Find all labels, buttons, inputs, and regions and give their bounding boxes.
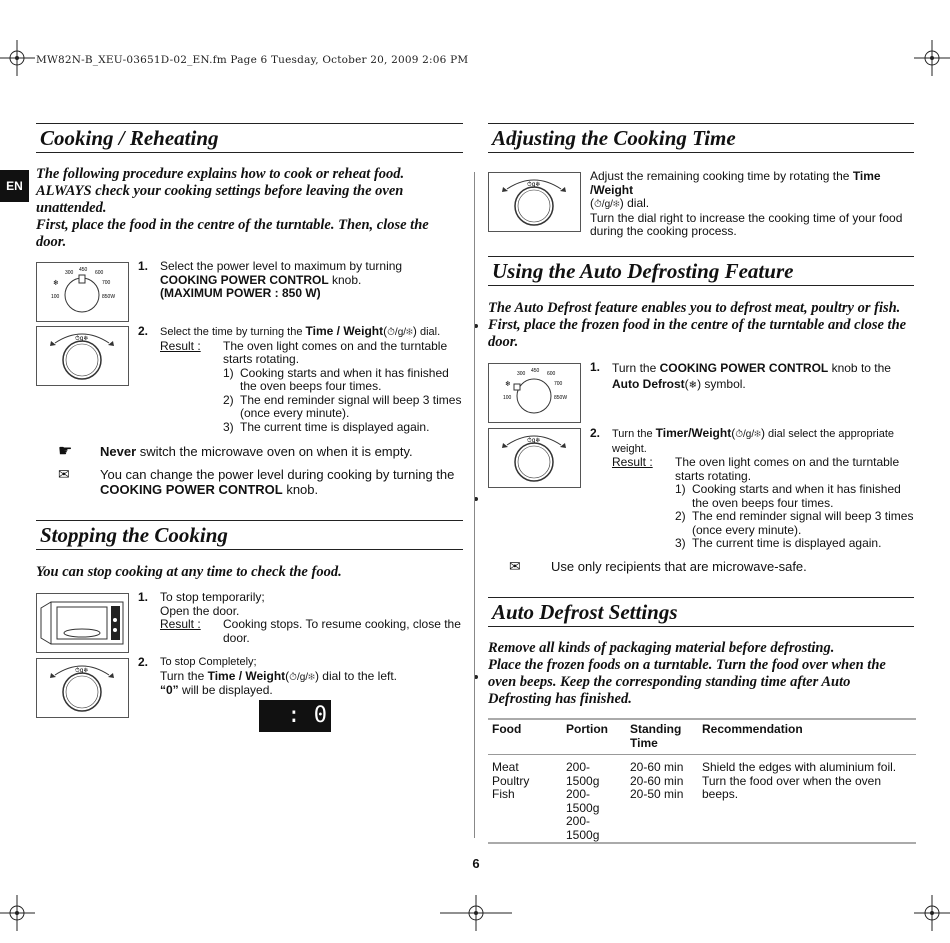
dial-label: 600 [95,270,104,276]
table-row [488,755,916,843]
dial-label: 700 [554,381,563,387]
pointing-hand-icon: ☛ [58,443,73,460]
result-list [223,367,464,435]
time-dial-icon [489,429,580,487]
step-number: 2. [138,655,149,669]
result-label: Result : [160,338,201,353]
page-number: 6 [472,856,480,871]
step-text: Turn the [160,668,208,683]
standing-time-cell: 20-60 min 20-60 min 20-50 min [630,760,684,801]
dial-label: 100 [51,294,60,300]
result-text: Cooking stops. To resume cooking, close the door. [223,617,461,645]
note-text: switch the microwave oven on when it is empty. [136,444,413,459]
result-item: 1) Cooking starts and when it has finished the oven beeps four times. [223,365,449,393]
defrost-settings-intro [488,640,914,708]
time-dial-icon [489,173,580,231]
max-power-note: (MAXIMUM POWER : 850 W) [160,286,321,300]
table-header-row [488,720,916,755]
svg-text:⏱g❄: ⏱g❄ [75,667,89,674]
defrost-settings-intro-line: Remove all kinds of packaging material before defrosting. [488,640,835,656]
svg-text:⏱g❄: ⏱g❄ [527,437,541,444]
time-dial-icon [37,327,128,385]
food-cell: Meat Poultry Fish [492,760,530,801]
step-number: 2. [138,324,149,338]
dial-label: 100 [503,395,512,401]
result-item: 3) The current time is displayed again. [675,536,882,550]
dial-label: 850W [554,395,568,401]
envelope-note-icon: ✉ [509,558,521,574]
microwave-icon [37,594,128,652]
warning-note [58,444,458,459]
defrost-table [488,720,916,842]
svg-text:❄: ❄ [505,380,511,388]
dial-label: 300 [65,270,74,276]
dial-label: 450 [531,368,540,374]
table-header: Food [492,722,522,736]
time-dial-illustration [488,428,581,488]
step-text: Adjust the remaining cooking time by rotating the [590,169,853,183]
auto-defrost-intro-line: The Auto Defrost feature enables you to defrost meat, poultry or fish. [488,300,901,316]
cooking-intro-line: The following procedure explains how to cook or reheat food. ALWAYS check your cooking settings before leaving the oven unattended. [36,166,405,216]
dial-label: 600 [547,371,556,377]
step-bold: COOKING POWER CONTROL [659,361,829,375]
timer-weight-icon: ⏱/g/❄ [735,429,761,440]
step-text: Open the door. [160,603,240,618]
note-bold: COOKING POWER CONTROL [100,482,283,497]
svg-text:⏱g❄: ⏱g❄ [527,181,541,188]
cooking-step-2: 2. Select the time by turning the Time / Weight(⏱/g/❄) dial. Result : The oven light comes on and the turntable starts rotating. 1) Cooking starts and when it has finished the oven beeps four times. 2) The end reminder signal will beep 3 times (once every minute). 3) The current time is displayed again. [138,325,464,434]
result-item: 1) Cooking starts and when it has finished the oven beeps four times. [675,482,901,510]
dial-label: 450 [79,267,88,273]
step-number: 1. [590,360,601,374]
auto-defrost-intro-line: First, place the frozen food in the centre of the turntable and close the door. [488,317,907,350]
adjusting-section-title: Adjusting the Cooking Time [488,123,914,153]
portion-cell: 200-1500g 200-1500g 200-1500g [566,760,600,842]
step-text: Turn the dial right to increase the cooking time of your food during the cooking process. [590,210,903,238]
time-dial-illustration [36,326,129,386]
step-text: dial. [416,326,441,338]
result-item: 2) The end reminder signal will beep 3 times (once every minute). [223,392,462,420]
note-text: knob. [282,482,319,497]
table-header: Standing Time [630,722,682,750]
recommendation-cell: Shield the edges with aluminium foil. Turn the food over when the oven beeps. [702,760,897,801]
dial-label: 700 [102,280,111,286]
result-item: 2) The end reminder signal will beep 3 times (once every minute). [675,509,914,537]
auto-defrost-section-title: Using the Auto Defrosting Feature [488,256,914,286]
table-header: Portion [566,722,608,736]
step-text: Turn the [612,428,656,440]
result-text: The oven light comes on and the turntable starts rotating. [223,338,448,366]
power-knob-illustration [488,363,581,423]
auto-defrost-step-2: 2. Turn the Timer/Weight(⏱/g/❄) dial select the appropriate weight. Result : The oven light comes on and the turntable starts rotating. 1) Cooking starts and when it has finished the oven beeps four times. 2) The end reminder signal will beep 3 times (once every minute). 3) The current time is displayed again. [590,427,916,551]
info-note [509,559,909,574]
cooking-section-title: Cooking / Reheating [36,123,463,153]
note-text: Use only recipients that are microwave-safe. [551,559,807,574]
step-text: will be displayed. [178,683,273,697]
step-text: Select the power level to maximum by turning [160,259,403,273]
step-text: dial select the appropriate weight. [612,428,895,455]
step-number: 1. [138,259,149,273]
step-bold: Time / Weight [207,668,286,683]
microwave-door-illustration [36,593,129,653]
step-bold: Time /Weight [590,169,881,197]
timer-weight-icon: ⏱/g/❄ [387,327,413,338]
result-item: 3) The current time is displayed again. [223,419,430,434]
column-divider [474,172,475,838]
step-number: 2. [590,426,601,440]
dial-label: 850W [102,294,116,300]
auto-defrost-step-1: 1. Turn the COOKING POWER CONTROL knob to the Auto Defrost(❄) symbol. [590,360,891,391]
step-text: knob. [328,272,362,287]
svg-text:⏱g❄: ⏱g❄ [75,335,89,342]
result-text: The oven light comes on and the turntable starts rotating. [675,455,900,483]
auto-defrost-intro [488,300,914,351]
defrost-table-wrap [488,718,916,844]
svg-text:❄: ❄ [53,279,59,287]
result-label: Result : [612,455,653,469]
step-text: Turn the [612,361,660,375]
power-knob-icon [37,263,128,321]
power-knob-illustration [36,262,129,322]
time-dial-icon [37,659,128,717]
info-note [58,467,458,497]
step-bold: Auto Defrost [612,376,685,391]
step-text: dial to the left. [318,668,397,683]
stopping-section-title: Stopping the Cooking [36,520,463,550]
stopping-step-2: 2. To stop Completely; Turn the Time / Weight(⏱/g/❄) dial to the left. “0” will be displayed. [138,656,464,698]
step-text: To stop temporarily; [160,590,265,604]
cooking-intro-line: First, place the food in the centre of the turntable. Then, close the door. [36,217,429,250]
file-header: MW82N-B_XEU-03651D-02_EN.fm Page 6 Tuesday, October 20, 2009 2:06 PM [36,54,469,66]
time-dial-illustration [36,658,129,718]
cooking-intro [36,166,456,251]
dial-label: 300 [517,371,526,377]
step-text: Select the time by turning the [160,326,306,338]
note-bold: Never [100,444,137,459]
language-tab: EN [0,170,29,202]
stopping-intro: You can stop cooking at any time to check the food. [36,564,342,580]
power-knob-icon [489,364,580,422]
oven-display: : 0 [259,700,331,732]
timer-weight-icon: ⏱/g/❄ [594,199,620,210]
step-text: symbol. [701,376,746,391]
time-dial-illustration [488,172,581,232]
cooking-step-1 [138,260,460,301]
table-header: Recommendation [702,722,803,736]
stopping-step-1 [138,591,464,645]
defrost-icon: ❄ [688,379,698,391]
step-text: knob to the [828,361,891,375]
envelope-note-icon: ✉ [58,466,70,482]
step-bold: “0” [160,683,179,697]
result-list [675,483,916,551]
defrost-settings-intro-line: Place the frozen foods on a turntable. Turn the food over when the oven beeps. Keep the corresponding standing time after Auto Defrosting has finished. [488,657,886,707]
timer-weight-icon: ⏱/g/❄ [289,671,315,683]
adjusting-text: Adjust the remaining cooking time by rotating the Time /Weight (⏱/g/❄) dial. Turn the dial right to increase the cooking time of your food during the cooking process. [590,169,903,238]
step-bold: COOKING POWER CONTROL [160,272,329,287]
note-text: You can change the power level during cooking by turning the [100,467,455,482]
step-bold: Time / Weight [305,324,384,338]
step-text: dial. [623,196,650,210]
step-bold: Timer/Weight [655,426,732,440]
defrost-settings-section-title: Auto Defrost Settings [488,597,914,627]
step-text: To stop Completely; [160,656,257,668]
step-number: 1. [138,590,149,604]
result-label: Result : [160,617,201,631]
